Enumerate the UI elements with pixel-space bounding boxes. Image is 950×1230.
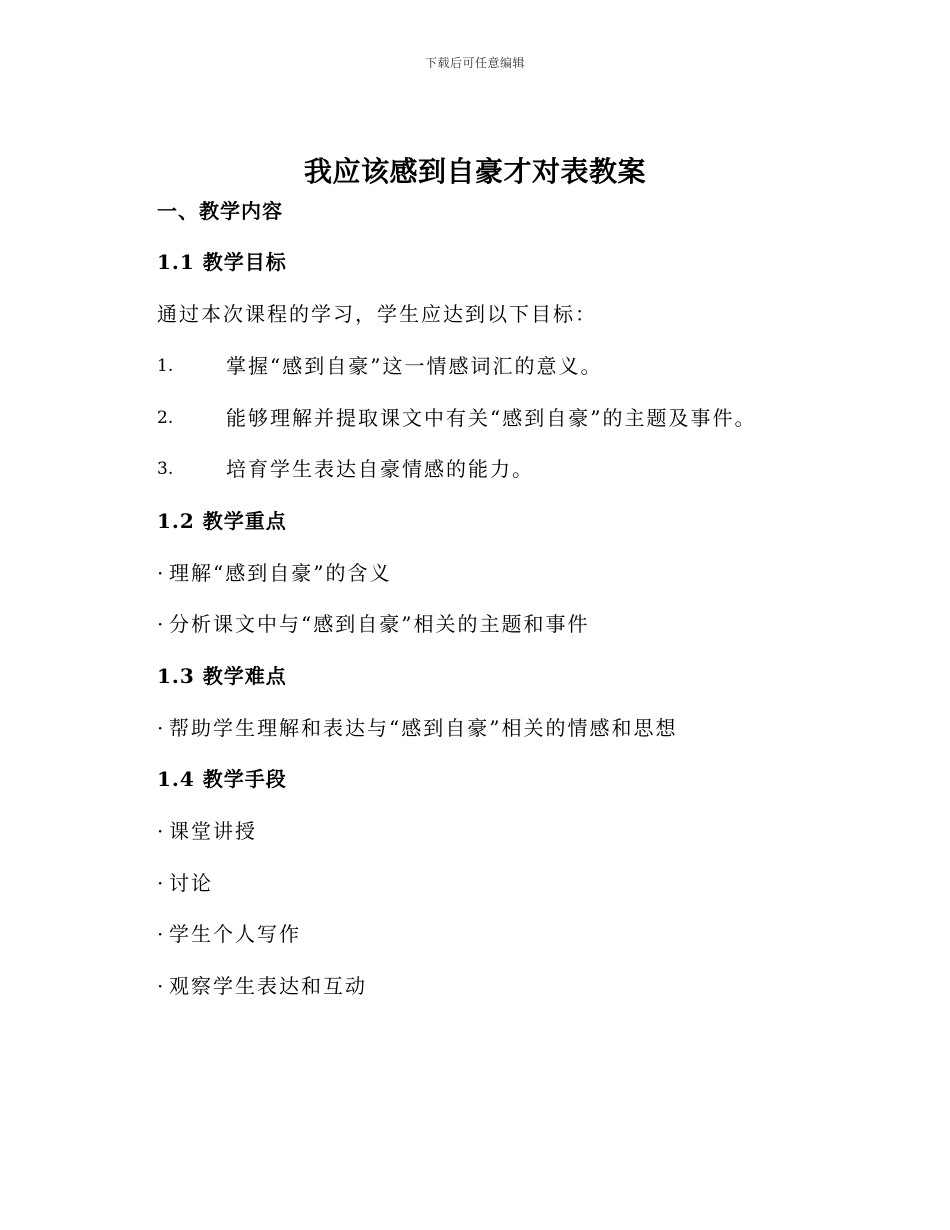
bullet-dot: · <box>157 716 166 740</box>
bullet-text: 帮助学生理解和表达与“感到自豪”相关的情感和思想 <box>169 716 678 740</box>
subsection-heading-key-points: 1.2 教学重点 <box>157 509 287 533</box>
bullet-dot: · <box>157 922 166 946</box>
list-item-number: 1. <box>157 356 174 376</box>
bullet-dot: · <box>157 612 166 636</box>
bullet-text: 学生个人写作 <box>169 922 301 946</box>
bullet-item <box>157 974 367 998</box>
list-item-number: 2. <box>157 408 174 428</box>
document-title: 我应该感到自豪才对表教案 <box>303 155 646 188</box>
bullet-dot: · <box>157 871 166 895</box>
bullet-text: 理解“感到自豪”的含义 <box>169 561 392 585</box>
bullet-text: 分析课文中与“感到自豪”相关的主题和事件 <box>169 612 590 636</box>
list-item-number: 3. <box>157 459 174 479</box>
list-item-text: 掌握“感到自豪”这一情感词汇的意义。 <box>226 354 603 378</box>
bullet-item <box>157 716 677 740</box>
subsection-heading-difficulties: 1.3 教学难点 <box>157 664 287 688</box>
subsection-heading-methods: 1.4 教学手段 <box>157 767 287 791</box>
bullet-item <box>157 871 213 895</box>
bullet-item <box>157 561 391 585</box>
bullet-item <box>157 612 589 636</box>
subsection-heading-objectives: 1.1 教学目标 <box>157 250 287 274</box>
header-note: 下载后可任意编辑 <box>424 56 525 70</box>
bullet-dot: · <box>157 561 166 585</box>
objectives-intro: 通过本次课程的学习，学生应达到以下目标： <box>157 302 597 326</box>
bullet-text: 课堂讲授 <box>169 819 257 843</box>
section-heading-teaching-content: 一、教学内容 <box>157 199 283 223</box>
bullet-dot: · <box>157 974 166 998</box>
bullet-item <box>157 922 301 946</box>
bullet-text: 观察学生表达和互动 <box>169 974 367 998</box>
bullet-dot: · <box>157 819 166 843</box>
list-item-text: 培育学生表达自豪情感的能力。 <box>226 457 534 481</box>
list-item-text: 能够理解并提取课文中有关“感到自豪”的主题及事件。 <box>226 406 757 430</box>
bullet-item <box>157 819 257 843</box>
bullet-text: 讨论 <box>169 871 213 895</box>
